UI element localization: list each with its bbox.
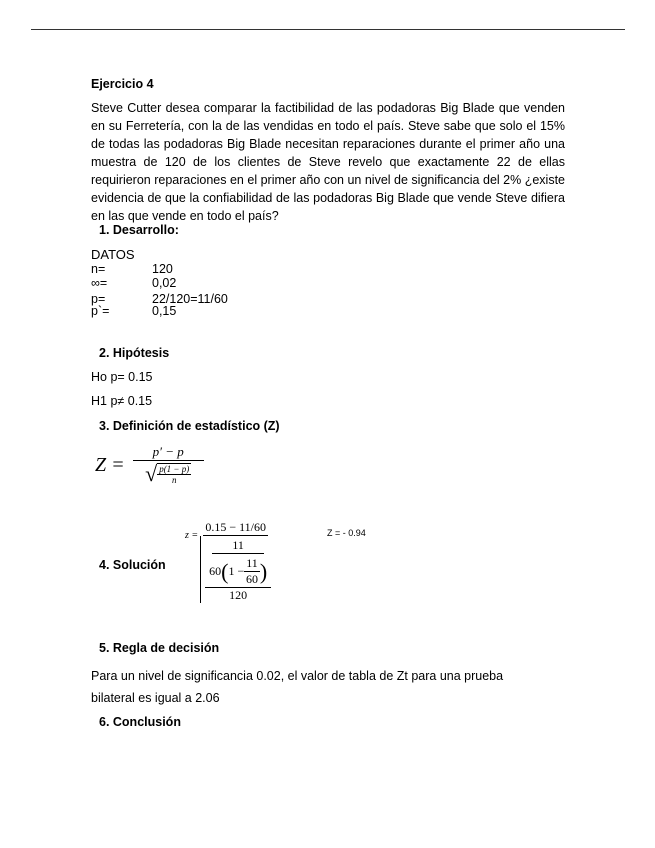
datos-value: 0,02 [152, 276, 177, 290]
header-rule [31, 29, 625, 30]
solution-inner-num: 11 [212, 538, 264, 554]
datos-key: n= [91, 262, 106, 276]
section-conclusion: 6. Conclusión [99, 715, 181, 729]
datos-value: 22/120=11/60 [152, 292, 228, 306]
section-solucion: 4. Solución [99, 558, 166, 572]
section-hipotesis: 2. Hipótesis [99, 346, 170, 360]
section-estadistico: 3. Definición de estadístico (Z) [99, 419, 280, 433]
solution-11: 11 [246, 556, 258, 570]
solution-formula [185, 520, 271, 603]
decision-rule-line2: bilateral es igual a 2.06 [91, 691, 220, 705]
formula-numerator: p′ − p [133, 444, 204, 461]
datos-value: 0,15 [152, 304, 177, 318]
solution-radical: 11 60 ( 1 − $\frac{11}{60}$ ) 120 [200, 536, 271, 603]
datos-value: 120 [152, 262, 173, 276]
formula-denominator: √ $\frac{p(1 - p)}{n}$ [145, 461, 190, 486]
section-desarrollo: 1. Desarrollo: [99, 223, 179, 237]
datos-title: DATOS [91, 247, 135, 262]
datos-key: p`= [91, 304, 110, 318]
problem-text: Steve Cutter desea comparar la factibilidad de las podadoras Big Blade que venden en su Ferretería, con la de las vendidas en todo el país. Steve sabe que solo el 15% de todas las podadoras Big Blade necesitan reparaciones durante el primer año una muestra de 120 de los clientes de Steve revelo que exactamente 22 de ellas requirieron reparaciones en el primer año con un nivel de significancia del 2% ¿existe evidencia de que la confiabilidad de las podadoras Big Blade que vende Steve difiera en las que vende en todo el país? [91, 101, 565, 223]
exercise-title: Ejercicio 4 [91, 77, 154, 91]
radicand-denominator: n [171, 475, 177, 485]
solution-denominator: 120 [205, 587, 271, 603]
section-regla: 5. Regla de decisión [99, 641, 220, 655]
datos-key: ∞= [91, 276, 108, 290]
datos-key: p= [91, 292, 106, 306]
z-formula [95, 444, 204, 487]
z-result: Z = - 0.94 [327, 528, 366, 538]
radicand-numerator: p(1 − p) [159, 464, 190, 474]
solution-lhs: z = [185, 530, 199, 541]
decision-rule-line1: Para un nivel de significancia 0.02, el valor de tabla de Zt para una prueba [91, 669, 504, 683]
null-hypothesis: Ho p= 0.15 [91, 370, 153, 384]
formula-lhs: Z = [95, 454, 125, 476]
formula-fraction [133, 444, 204, 487]
alt-hypothesis: H1 p≠ 0.15 [91, 394, 153, 408]
solution-one-minus: 1 − [228, 564, 245, 578]
solution-numerator: 0.15 − 11/60 [205, 520, 266, 534]
datos-table [91, 262, 228, 318]
solution-60: 60 [209, 564, 222, 578]
solution-60b: 60 [246, 572, 259, 586]
